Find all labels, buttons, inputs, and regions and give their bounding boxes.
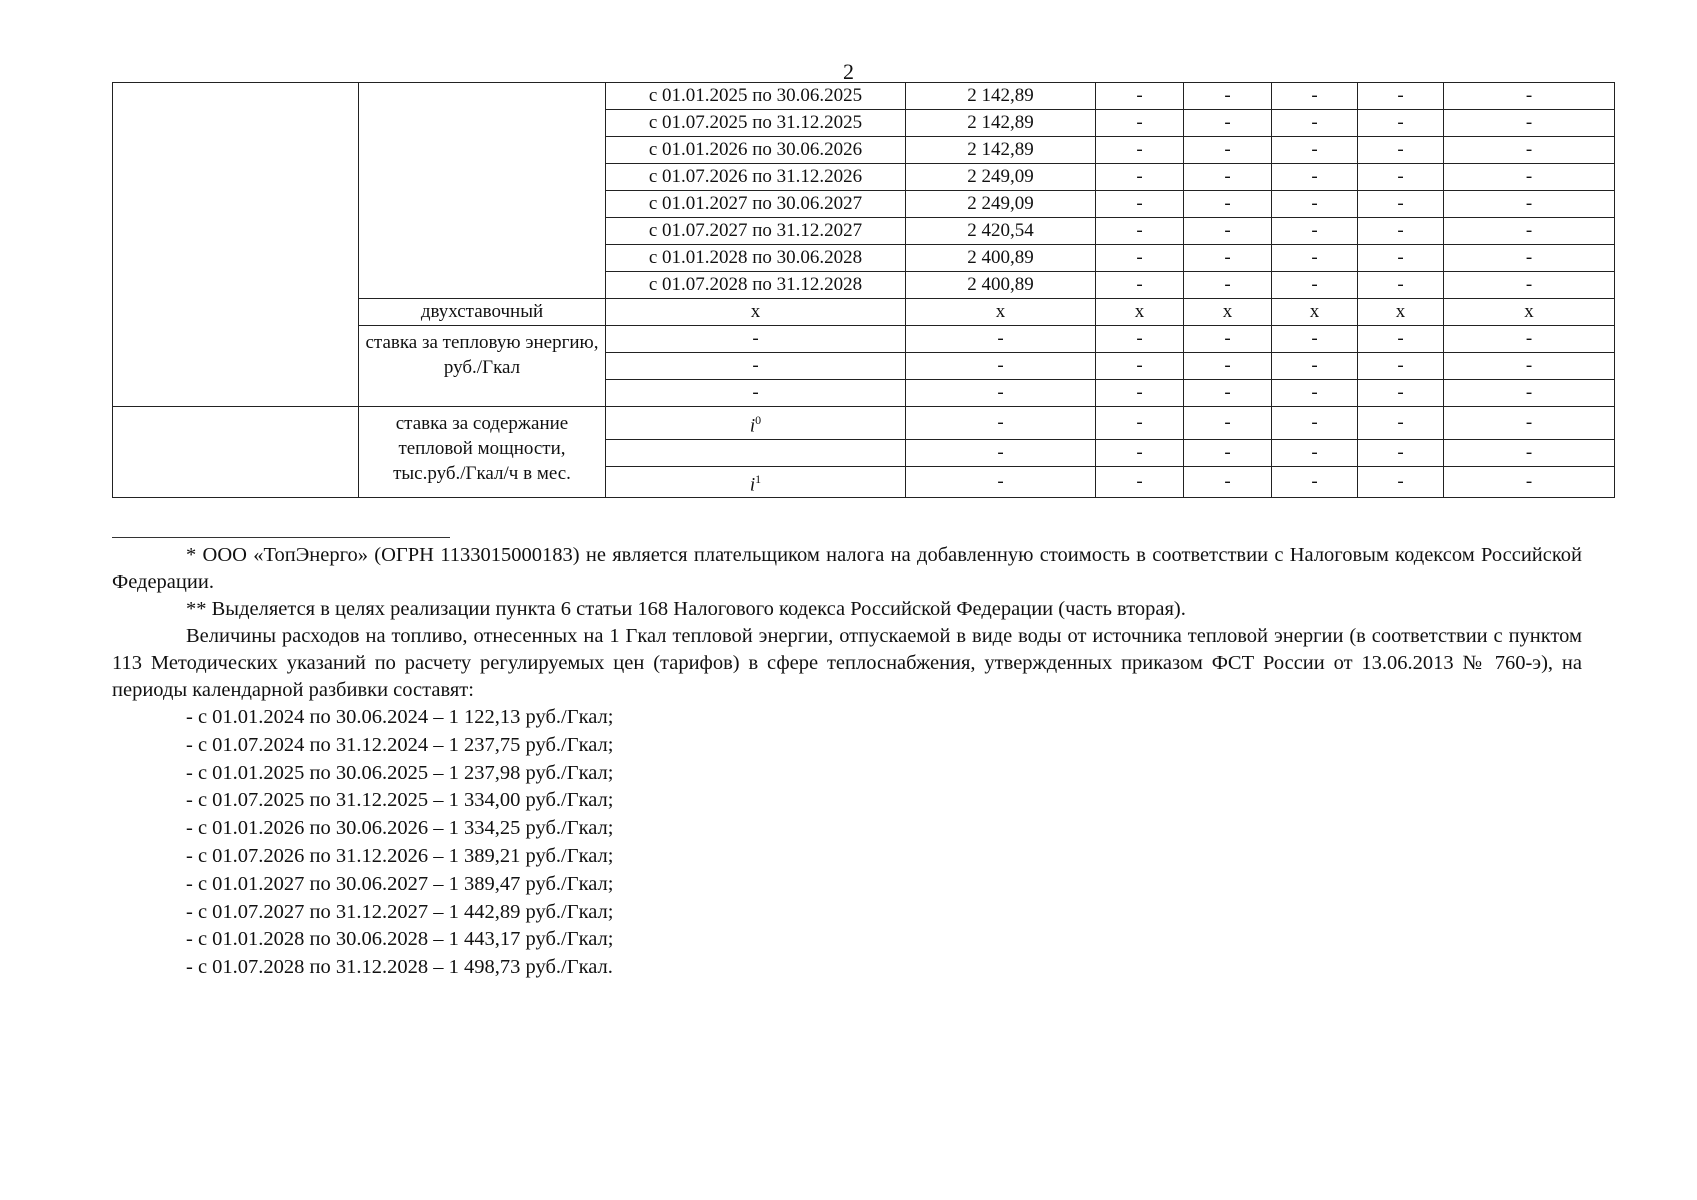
value-cell: 2 400,89 xyxy=(906,245,1096,272)
dash-cell: - xyxy=(1096,380,1184,407)
dash-cell: - xyxy=(1096,467,1184,498)
dash-cell: - xyxy=(1184,380,1272,407)
dash-cell: - xyxy=(1184,191,1272,218)
dash-cell: - xyxy=(1184,137,1272,164)
blank-cell xyxy=(359,83,606,299)
dash-cell: - xyxy=(1096,110,1184,137)
dash-cell: - xyxy=(1272,137,1358,164)
dash-cell: - xyxy=(1358,218,1444,245)
blank-cell xyxy=(113,83,359,407)
dash-cell: - xyxy=(1444,380,1615,407)
fuel-cost-list xyxy=(112,704,1582,982)
x-cell: х xyxy=(1272,299,1358,326)
x-cell: х xyxy=(906,299,1096,326)
dash-cell: - xyxy=(1444,440,1615,467)
dash-cell: - xyxy=(1358,164,1444,191)
dash-cell: - xyxy=(1184,164,1272,191)
dash-cell: - xyxy=(1096,137,1184,164)
value-cell: 2 249,09 xyxy=(906,164,1096,191)
dash-cell: - xyxy=(1096,407,1184,440)
dash-cell: - xyxy=(606,326,906,353)
dash-cell: - xyxy=(1184,218,1272,245)
list-item: - с 01.01.2026 по 30.06.2026 – 1 334,25 руб./Гкал; xyxy=(186,817,614,840)
dash-cell: - xyxy=(1272,191,1358,218)
period-cell: с 01.01.2025 по 30.06.2025 xyxy=(606,83,906,110)
list-item: - с 01.07.2026 по 31.12.2026 – 1 389,21 руб./Гкал; xyxy=(186,844,614,867)
dash-cell: - xyxy=(1096,245,1184,272)
dash-cell: - xyxy=(1184,326,1272,353)
list-item: - с 01.01.2028 по 30.06.2028 – 1 443,17 руб./Гкал; xyxy=(186,928,614,951)
period-cell: с 01.07.2026 по 31.12.2026 xyxy=(606,164,906,191)
dash-cell: - xyxy=(1184,272,1272,299)
tariff-table-wrapper xyxy=(112,82,1615,498)
dash-cell: - xyxy=(1358,326,1444,353)
heat-rate-label: ставка за тепловую энергию, руб./Гкал xyxy=(359,326,606,407)
period-cell: с 01.07.2025 по 31.12.2025 xyxy=(606,110,906,137)
dash-cell: - xyxy=(1184,353,1272,380)
footnote-divider xyxy=(112,537,450,538)
dash-cell: - xyxy=(1272,326,1358,353)
dash-cell: - xyxy=(606,353,906,380)
dash-cell: - xyxy=(906,467,1096,498)
dash-cell: - xyxy=(1358,191,1444,218)
x-cell: х xyxy=(1184,299,1272,326)
value-cell: 2 142,89 xyxy=(906,83,1096,110)
dash-cell: - xyxy=(1272,467,1358,498)
dash-cell: - xyxy=(1096,272,1184,299)
dash-cell: - xyxy=(1444,407,1615,440)
blank-cell xyxy=(113,407,359,498)
tariff-table xyxy=(112,82,1615,498)
table-row xyxy=(113,407,1615,440)
dash-cell: - xyxy=(906,326,1096,353)
dash-cell: - xyxy=(1096,218,1184,245)
dash-cell: - xyxy=(1444,164,1615,191)
dash-cell: - xyxy=(1444,83,1615,110)
dash-cell: - xyxy=(906,440,1096,467)
dash-cell: - xyxy=(1358,353,1444,380)
i1-cell xyxy=(606,467,906,498)
blank-cell xyxy=(606,440,906,467)
dash-cell: - xyxy=(1444,218,1615,245)
dash-cell: - xyxy=(1272,380,1358,407)
value-cell: 2 420,54 xyxy=(906,218,1096,245)
dash-cell: - xyxy=(1358,440,1444,467)
dash-cell: - xyxy=(906,353,1096,380)
dash-cell: - xyxy=(1272,110,1358,137)
dash-cell: - xyxy=(1444,467,1615,498)
dash-cell: - xyxy=(1444,245,1615,272)
value-cell: 2 142,89 xyxy=(906,110,1096,137)
i0-symbol: i xyxy=(749,415,756,437)
dash-cell: - xyxy=(1444,326,1615,353)
dash-cell: - xyxy=(906,380,1096,407)
x-cell: х xyxy=(1358,299,1444,326)
capacity-rate-label: ставка за содержание тепловой мощности, тыс.руб./Гкал/ч в мес. xyxy=(359,407,606,498)
list-item: - с 01.01.2027 по 30.06.2027 – 1 389,47 руб./Гкал; xyxy=(186,872,614,895)
dash-cell: - xyxy=(1272,218,1358,245)
dash-cell: - xyxy=(1358,110,1444,137)
list-item: - с 01.07.2027 по 31.12.2027 – 1 442,89 руб./Гкал; xyxy=(186,900,614,923)
value-cell: 2 249,09 xyxy=(906,191,1096,218)
i0-index: 0 xyxy=(755,412,762,427)
dash-cell: - xyxy=(1184,440,1272,467)
period-cell: с 01.07.2028 по 31.12.2028 xyxy=(606,272,906,299)
dash-cell: - xyxy=(1358,137,1444,164)
period-cell: с 01.01.2026 по 30.06.2026 xyxy=(606,137,906,164)
page-number: 2 xyxy=(843,59,854,84)
i0-cell xyxy=(606,407,906,440)
dash-cell: - xyxy=(906,407,1096,440)
footnote-tax-code: ** Выделяется в целях реализации пункта 6 статьи 168 Налогового кодекса Российской Федерации (часть вторая). xyxy=(186,598,1186,620)
dash-cell: - xyxy=(1096,164,1184,191)
table-row xyxy=(113,83,1615,110)
dash-cell: - xyxy=(1096,440,1184,467)
x-cell: х xyxy=(1096,299,1184,326)
list-item: - с 01.01.2024 по 30.06.2024 – 1 122,13 руб./Гкал; xyxy=(186,706,614,728)
dash-cell: - xyxy=(1096,191,1184,218)
fuel-cost-intro: Величины расходов на топливо, отнесенных на 1 Гкал тепловой энергии, отпускаемой в виде воды от источника тепловой энергии (в соответствии с пунктом 113 Методических указаний по расчету регулируемых цен (тарифов) в сфере теплоснабжения, утвержденных приказом ФСТ России от 13.06.2013 № 760-э), на периоды календарной разбивки составят: xyxy=(112,625,1582,701)
value-cell: 2 142,89 xyxy=(906,137,1096,164)
dash-cell: - xyxy=(1272,440,1358,467)
i1-symbol: i xyxy=(749,474,756,496)
value-cell: 2 400,89 xyxy=(906,272,1096,299)
dash-cell: - xyxy=(1444,137,1615,164)
dash-cell: - xyxy=(1358,245,1444,272)
dash-cell: - xyxy=(1272,353,1358,380)
dash-cell: - xyxy=(1096,353,1184,380)
two-rate-label: двухставочный xyxy=(359,299,606,326)
i1-index: 1 xyxy=(755,471,762,486)
dash-cell: - xyxy=(1272,164,1358,191)
dash-cell: - xyxy=(1444,353,1615,380)
dash-cell: - xyxy=(1096,83,1184,110)
dash-cell: - xyxy=(1184,467,1272,498)
x-cell: х xyxy=(606,299,906,326)
dash-cell: - xyxy=(1358,380,1444,407)
dash-cell: - xyxy=(1184,83,1272,110)
period-cell: с 01.01.2028 по 30.06.2028 xyxy=(606,245,906,272)
list-item: - с 01.01.2025 по 30.06.2025 – 1 237,98 руб./Гкал; xyxy=(186,761,614,784)
dash-cell: - xyxy=(1444,191,1615,218)
dash-cell: - xyxy=(1358,407,1444,440)
footnotes xyxy=(112,542,1582,982)
dash-cell: - xyxy=(1358,467,1444,498)
dash-cell: - xyxy=(1444,272,1615,299)
list-item: - с 01.07.2028 по 31.12.2028 – 1 498,73 руб./Гкал. xyxy=(186,956,613,979)
period-cell: с 01.01.2027 по 30.06.2027 xyxy=(606,191,906,218)
dash-cell: - xyxy=(1272,272,1358,299)
dash-cell: - xyxy=(1444,110,1615,137)
period-cell: с 01.07.2027 по 31.12.2027 xyxy=(606,218,906,245)
list-item: - с 01.07.2025 по 31.12.2025 – 1 334,00 руб./Гкал; xyxy=(186,789,614,812)
dash-cell: - xyxy=(1096,326,1184,353)
x-cell: х xyxy=(1444,299,1615,326)
dash-cell: - xyxy=(1272,245,1358,272)
dash-cell: - xyxy=(1184,245,1272,272)
dash-cell: - xyxy=(606,380,906,407)
dash-cell: - xyxy=(1272,407,1358,440)
dash-cell: - xyxy=(1272,83,1358,110)
dash-cell: - xyxy=(1358,272,1444,299)
dash-cell: - xyxy=(1184,407,1272,440)
list-item: - с 01.07.2024 по 31.12.2024 – 1 237,75 руб./Гкал; xyxy=(186,733,614,756)
footnote-vat: * ООО «ТопЭнерго» (ОГРН 1133015000183) не является плательщиком налога на добавленную стоимость в соответствии с Налоговым кодексом Российской Федерации. xyxy=(112,544,1582,593)
dash-cell: - xyxy=(1358,83,1444,110)
dash-cell: - xyxy=(1184,110,1272,137)
